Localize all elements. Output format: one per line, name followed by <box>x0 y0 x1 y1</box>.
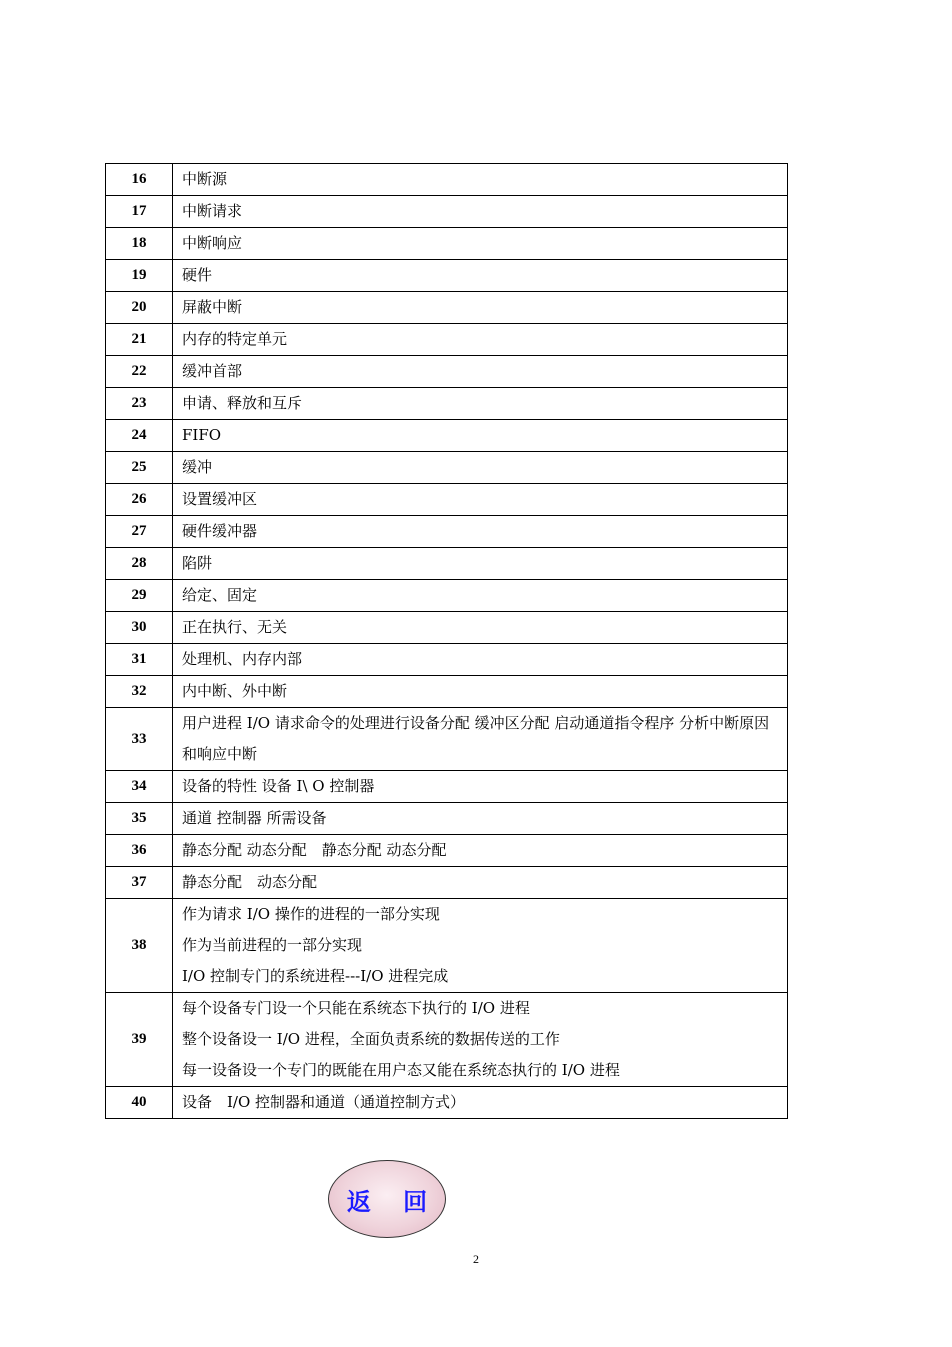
answer-cell <box>173 452 788 484</box>
answer-cell <box>173 993 788 1087</box>
answer-line: 硬件 <box>182 266 213 284</box>
answer-line: 给定、固定 <box>182 586 258 604</box>
answer-cell <box>173 548 788 580</box>
answer-line: 作为请求 I/O 操作的进程的一部分实现 <box>182 905 440 923</box>
question-number: 18 <box>106 228 173 260</box>
question-number: 17 <box>106 196 173 228</box>
answer-line: 整个设备设一 I/O 进程，全面负责系统的数据传送的工作 <box>182 1030 560 1048</box>
question-number: 31 <box>106 644 173 676</box>
question-number: 23 <box>106 388 173 420</box>
answer-cell <box>173 676 788 708</box>
question-number: 16 <box>106 164 173 196</box>
answer-cell <box>173 484 788 516</box>
table-row <box>106 803 788 835</box>
answer-cell <box>173 356 788 388</box>
answer-cell <box>173 899 788 993</box>
answer-line: 设备 I/O 控制器和通道（通道控制方式） <box>182 1093 466 1111</box>
question-number: 21 <box>106 324 173 356</box>
answer-cell <box>173 196 788 228</box>
answer-cell <box>173 867 788 899</box>
answer-line: 内中断、外中断 <box>182 682 288 700</box>
table-row <box>106 548 788 580</box>
answer-line: 申请、释放和互斥 <box>182 394 303 412</box>
answer-line: 静态分配 动态分配 静态分配 动态分配 <box>182 841 447 859</box>
answer-cell <box>173 324 788 356</box>
table-row <box>106 292 788 324</box>
question-number: 35 <box>106 803 173 835</box>
answer-line: 静态分配 动态分配 <box>182 873 318 891</box>
back-button-label: 返 回 <box>346 1187 440 1216</box>
question-number: 26 <box>106 484 173 516</box>
answer-line: 缓冲首部 <box>182 362 243 380</box>
question-number: 25 <box>106 452 173 484</box>
question-number: 33 <box>106 708 173 771</box>
table-row <box>106 644 788 676</box>
answer-cell <box>173 708 788 771</box>
question-number: 37 <box>106 867 173 899</box>
question-number: 36 <box>106 835 173 867</box>
answer-cell <box>173 771 788 803</box>
answer-line: 处理机、内存内部 <box>182 650 303 668</box>
back-button[interactable] <box>328 1160 446 1238</box>
question-number: 30 <box>106 612 173 644</box>
table-row <box>106 1087 788 1119</box>
answer-cell <box>173 516 788 548</box>
answer-cell <box>173 835 788 867</box>
question-number: 40 <box>106 1087 173 1119</box>
answer-line: 中断请求 <box>182 202 243 220</box>
question-number: 29 <box>106 580 173 612</box>
table-row <box>106 196 788 228</box>
table-row <box>106 676 788 708</box>
page-number: 2 <box>473 1252 479 1266</box>
answer-cell <box>173 612 788 644</box>
answer-cell <box>173 580 788 612</box>
answer-line: 内存的特定单元 <box>182 330 288 348</box>
table-row <box>106 580 788 612</box>
question-number: 27 <box>106 516 173 548</box>
answer-line: 陷阱 <box>182 554 213 572</box>
answer-line: 中断源 <box>182 170 228 188</box>
answer-line: 设置缓冲区 <box>182 490 258 508</box>
answer-line: 通道 控制器 所需设备 <box>182 809 327 827</box>
answer-line: 作为当前进程的一部分实现 <box>182 936 363 954</box>
answer-line: 硬件缓冲器 <box>182 522 258 540</box>
table-row <box>106 484 788 516</box>
answer-line: FIFO <box>182 426 222 444</box>
answer-line: 屏蔽中断 <box>182 298 243 316</box>
answer-table-body <box>106 164 788 1119</box>
table-row <box>106 867 788 899</box>
answer-line: 缓冲 <box>182 458 213 476</box>
answer-cell <box>173 164 788 196</box>
answer-line: I/O 控制专门的系统进程---I/O 进程完成 <box>182 967 449 985</box>
answer-line: 中断响应 <box>182 234 243 252</box>
answer-line: 用户进程 I/O 请求命令的处理进行设备分配 缓冲区分配 启动通道指令程序 分析中断原因和响应中断 <box>182 714 770 763</box>
answer-cell <box>173 644 788 676</box>
answer-cell <box>173 388 788 420</box>
question-number: 34 <box>106 771 173 803</box>
answer-cell <box>173 228 788 260</box>
answer-cell <box>173 292 788 324</box>
answer-line: 每一设备设一个专门的既能在用户态又能在系统态执行的 I/O 进程 <box>182 1061 620 1079</box>
table-row <box>106 260 788 292</box>
question-number: 38 <box>106 899 173 993</box>
answer-line: 正在执行、无关 <box>182 618 288 636</box>
table-row <box>106 324 788 356</box>
table-row <box>106 420 788 452</box>
table-row <box>106 835 788 867</box>
answer-cell <box>173 803 788 835</box>
question-number: 22 <box>106 356 173 388</box>
answer-line: 设备的特性 设备 I\ O 控制器 <box>182 777 375 795</box>
table-row <box>106 388 788 420</box>
table-row <box>106 228 788 260</box>
answer-line: 每个设备专门设一个只能在系统态下执行的 I/O 进程 <box>182 999 530 1017</box>
table-row <box>106 993 788 1087</box>
table-row <box>106 356 788 388</box>
question-number: 19 <box>106 260 173 292</box>
table-row <box>106 708 788 771</box>
table-row <box>106 771 788 803</box>
question-number: 20 <box>106 292 173 324</box>
table-row <box>106 899 788 993</box>
answer-cell <box>173 260 788 292</box>
table-row <box>106 452 788 484</box>
answer-table <box>105 163 788 1119</box>
table-row <box>106 612 788 644</box>
question-number: 32 <box>106 676 173 708</box>
question-number: 39 <box>106 993 173 1087</box>
answer-cell <box>173 1087 788 1119</box>
question-number: 24 <box>106 420 173 452</box>
table-row <box>106 516 788 548</box>
answer-cell <box>173 420 788 452</box>
table-row <box>106 164 788 196</box>
question-number: 28 <box>106 548 173 580</box>
